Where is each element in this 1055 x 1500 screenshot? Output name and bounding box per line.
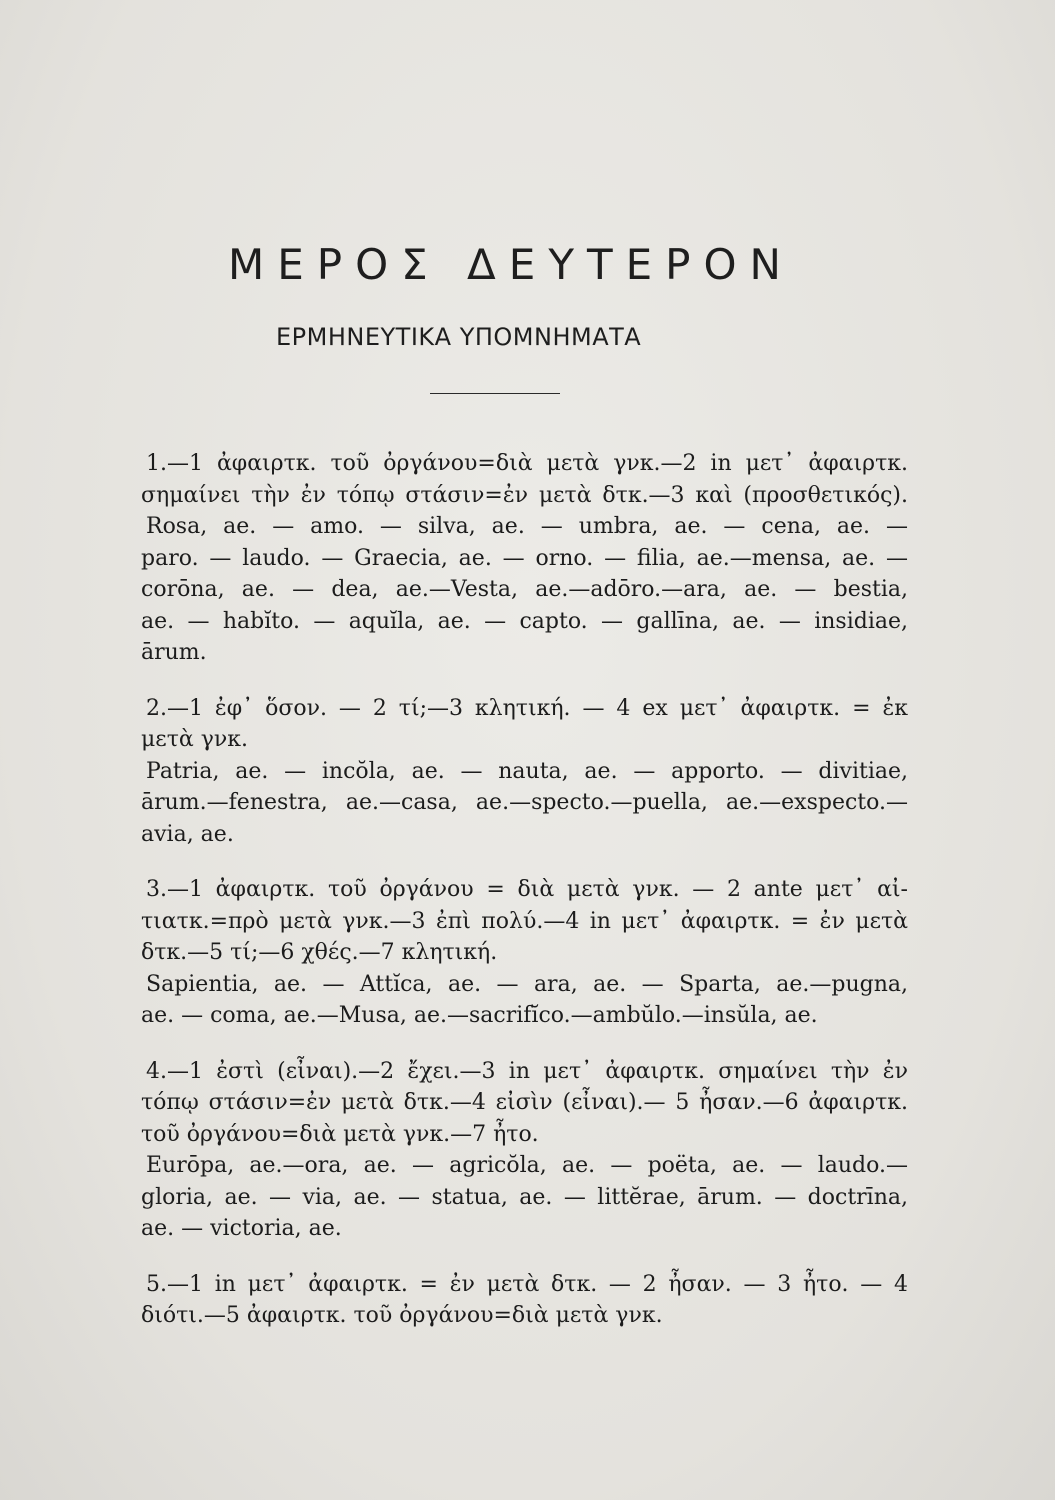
text-line: Rosa, ae. — amo. — silva, ae. — umbra, ae. — cena, ae. —: [146, 514, 908, 539]
text-line: δτκ.—5 τί;—6 χθές.—7 κλητική.: [141, 940, 498, 965]
commentary-section-1: [141, 448, 908, 669]
text-line: 5.—1 in μετ᾿ ἀφαιρτκ. = ἐν μετὰ δτκ. — 2 ἦσαν. — 3 ἦτο. — 4: [146, 1271, 908, 1297]
commentary-body: [141, 448, 908, 1356]
text-line: 1.—1 ἀφαιρτκ. τοῦ ὀργάνου=διὰ μετὰ γνκ.—2 in μετ᾿ ἀφαιρτκ.: [146, 451, 908, 476]
commentary-section-5: [141, 1269, 908, 1332]
title-divider: [430, 393, 560, 394]
text-line: 3.—1 ἀφαιρτκ. τοῦ ὀργάνου = διὰ μετὰ γνκ. — 2 ante μετ᾿ αἰ-: [146, 877, 908, 902]
text-line: Eurōpa, ae.—ora, ae. — agricŏla, ae. — poëta, ae. — laudo.—: [146, 1153, 908, 1178]
text-line: gloria, ae. — via, ae. — statua, ae. — littĕrae, ārum. — doctrīna,: [141, 1184, 908, 1210]
text-line: ae. — coma, ae.—Musa, ae.—sacrifĭco.—ambŭlo.—insŭla, ae.: [141, 1003, 818, 1028]
text-line: σημαίνει τὴν ἐν τόπῳ στάσιν=ἐν μετὰ δτκ.—3 καὶ (προσθετικός).: [141, 482, 908, 508]
text-line: 2.—1 ἐφ᾿ ὅσον. — 2 τί;—3 κλητική. — 4 ex μετ᾿ ἀφαιρτκ. = ἐκ: [146, 695, 908, 721]
part-title: ΜΕΡΟΣ ΔΕΥΤΕΡΟΝ: [228, 240, 794, 289]
text-line: ae. — victoria, ae.: [141, 1216, 342, 1241]
text-line: paro. — laudo. — Graecia, ae. — orno. — filia, ae.—mensa, ae. —: [141, 545, 908, 571]
text-line: μετὰ γνκ.: [141, 727, 248, 752]
text-line: ae. — habĭto. — aquĭla, ae. — capto. — gallīna, ae. — insidiae,: [141, 608, 908, 634]
text-line: ārum.: [141, 640, 207, 665]
commentary-section-2: [141, 693, 908, 851]
text-line: Sapientia, ae. — Attĭca, ae. — ara, ae. — Sparta, ae.—pugna,: [146, 971, 908, 997]
text-line: τόπῳ στάσιν=ἐν μετὰ δτκ.—4 εἰσὶν (εἶναι).— 5 ἦσαν.—6 ἀφαιρτκ.: [141, 1090, 908, 1115]
text-line: Patria, ae. — incŏla, ae. — nauta, ae. — apporto. — divitiae,: [146, 758, 908, 784]
text-line: τιατκ.=πρὸ μετὰ γνκ.—3 ἐπὶ πολύ.—4 in μετ᾿ ἀφαιρτκ. = ἐν μετὰ: [141, 908, 908, 934]
text-line: corōna, ae. — dea, ae.—Vesta, ae.—adōro.—ara, ae. — bestia,: [141, 577, 908, 602]
text-line: avia, ae.: [141, 821, 234, 847]
text-line: διότι.—5 ἀφαιρτκ. τοῦ ὀργάνου=διὰ μετὰ γνκ.: [141, 1303, 663, 1328]
section-subtitle: ΕΡΜΗΝΕΥΤΙΚΑ ΥΠΟΜΝΗΜΑΤΑ: [276, 323, 642, 351]
text-line: ārum.—fenestra, ae.—casa, ae.—specto.—puella, ae.—exspecto.—: [141, 790, 908, 815]
text-line: τοῦ ὀργάνου=διὰ μετὰ γνκ.—7 ἦτο.: [141, 1121, 539, 1147]
text-line: 4.—1 ἐστὶ (εἶναι).—2 ἔχει.—3 in μετ᾿ ἀφαιρτκ. σημαίνει τὴν ἐν: [146, 1058, 908, 1084]
commentary-section-4: [141, 1056, 908, 1245]
commentary-section-3: [141, 874, 908, 1032]
